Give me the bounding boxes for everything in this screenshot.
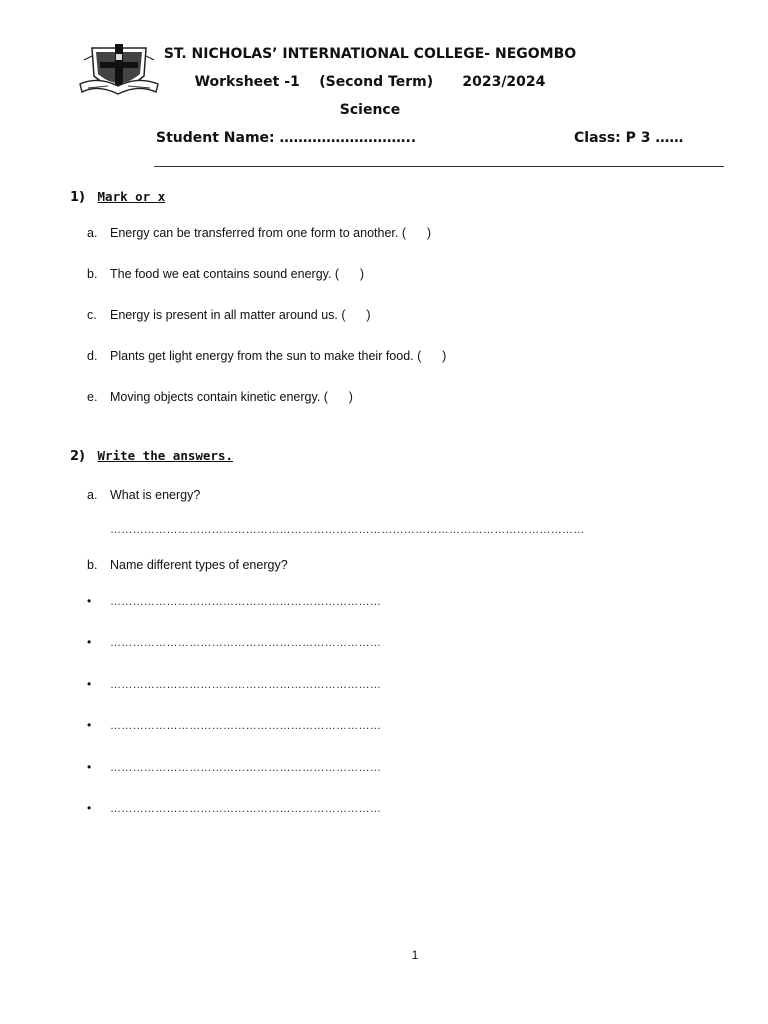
school-name: ST. NICHOLAS’ INTERNATIONAL COLLEGE- NEGOMBO [163,46,577,62]
answer-line[interactable]: ……………………………………………………………… [110,720,382,732]
item-text[interactable]: Plants get light energy from the sun to make their food. ( ) [110,349,447,363]
bullet-icon: • [87,718,92,732]
answer-line[interactable]: ……………………………………………………………… [110,679,382,691]
item-letter: a. [87,226,98,240]
section-2-title: Write the answers. [97,448,233,463]
item-text[interactable]: The food we eat contains sound energy. ( ) [110,267,365,281]
item-text[interactable]: Moving objects contain kinetic energy. ( ) [110,390,353,404]
bullet-icon: • [87,801,92,815]
student-name-field[interactable]: Student Name: ……………………….. [156,130,417,146]
item-letter: d. [87,349,98,363]
section-1-title: Mark or x [97,189,166,204]
item-letter: b. [87,267,98,281]
answer-line[interactable]: ……………………………………………………………… [110,803,382,815]
answer-line[interactable]: ……………………………………………………………………………………………………………… [110,524,585,536]
section-1-number: 1) [70,190,85,205]
bullet-icon: • [87,760,92,774]
answer-line[interactable]: ……………………………………………………………… [110,596,382,608]
answer-line[interactable]: ……………………………………………………………… [110,762,382,774]
bullet-icon: • [87,677,92,691]
class-field[interactable]: Class: P 3 …… [574,130,684,146]
question-text: Name different types of energy? [110,558,288,572]
item-letter: a. [87,488,98,502]
item-letter: b. [87,558,98,572]
school-crest-icon [78,42,160,102]
item-text[interactable]: Energy is present in all matter around us. ( ) [110,308,371,322]
subject-title: Science [339,102,401,118]
bullet-icon: • [87,635,92,649]
page-number: 1 [411,948,419,962]
section-1-heading [70,189,165,205]
item-letter: c. [87,308,97,322]
section-2-number: 2) [70,449,85,464]
worksheet-line: Worksheet -1 (Second Term) 2023/2024 [194,74,546,90]
item-text[interactable]: Energy can be transferred from one form to another. ( ) [110,226,431,240]
header-divider [154,166,724,167]
section-2-heading [70,448,233,464]
item-letter: e. [87,390,98,404]
answer-line[interactable]: ……………………………………………………………… [110,637,382,649]
bullet-icon: • [87,594,92,608]
question-text: What is energy? [110,488,201,502]
